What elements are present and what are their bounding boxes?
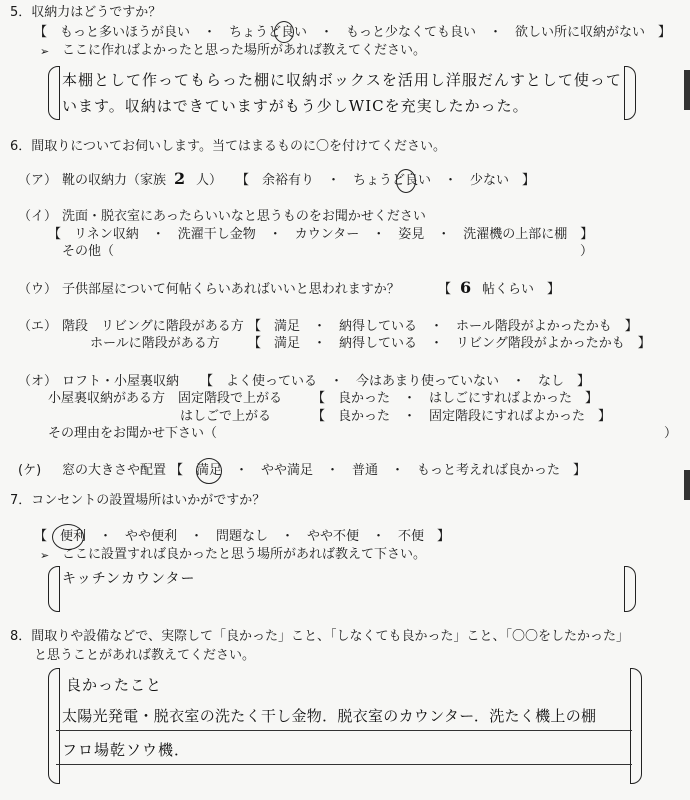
q6-u-text: 子供部屋について何帖くらいあればいいと思われますか？ <box>62 282 400 297</box>
q6-e-text2: ホールに階段がある方 <box>90 336 220 351</box>
q8-answer-line2: フロ場乾ソウ機． <box>62 741 191 759</box>
answer-bracket-left <box>48 668 60 784</box>
q5-prompt: ここに作ればよかったと思った場所があれば教えてください。 <box>62 43 427 58</box>
q7-title: 7．コンセントの設置場所はいかがですか？ <box>10 493 266 508</box>
selection-circle <box>274 21 294 43</box>
q6-e-text: 階段 リビングに階段がある方 <box>62 319 244 334</box>
q6-title: 6．間取りについてお伺いします。当てはまるものに〇を付けてください。 <box>10 139 446 154</box>
q6-u-answer-value: 6 <box>460 278 473 297</box>
q6-o-options2: 【 良かった ・ はしごにすればよかった 】 <box>312 391 599 406</box>
q7-prompt: ここに設置すれば良かったと思う場所があれば教えて下さい。 <box>62 547 427 562</box>
q5-answer-line1: 本棚として作ってもらった棚に収納ボックスを活用し洋服だんすとして使って <box>62 71 622 89</box>
q8-answer-line1: 太陽光発電・脱衣室の洗たく干し金物．脱衣室のカウンター．洗たく機上の棚 <box>62 707 597 725</box>
q6-o-text: ロフト・小屋裏収納 <box>62 374 180 389</box>
page-edge-mark <box>684 70 690 110</box>
arrow-icon: ➢ <box>40 45 50 58</box>
q6-a-text-after: 人） <box>196 173 223 188</box>
q6-o-reason: その理由をお聞かせ下さい（ <box>48 426 218 441</box>
q6-ke-options: 【 満足 ・ やや満足 ・ 普通 ・ もっと考えれば良かった 】 <box>170 463 587 478</box>
q6-o-text2: 小屋裏収納がある方 固定階段で上がる <box>48 391 283 406</box>
q5-options: 【 もっと多いほうが良い ・ ちょうど良い ・ もっと少なくても良い ・ 欲しい所に収納がない 】 <box>34 25 672 40</box>
q6-o-reason-close: ） <box>664 426 678 441</box>
q6-i-options: 【 リネン収納 ・ 洗濯干し金物 ・ カウンター ・ 姿見 ・ 洗濯機の上部に棚 】 <box>48 227 594 242</box>
q6-e-options2: 【 満足 ・ 納得している ・ リビング階段がよかったかも 】 <box>248 336 651 351</box>
q6-i-label: （イ） <box>18 209 58 224</box>
q6-u-answer-suffix: 帖くらい 】 <box>482 282 561 297</box>
answer-underline <box>56 730 632 731</box>
answer-underline <box>56 764 632 765</box>
q6-i-other: その他（ <box>62 244 115 259</box>
q6-e-label: （エ） <box>18 319 58 334</box>
answer-bracket-right <box>624 66 636 120</box>
q6-o-text3: はしごで上がる <box>180 409 272 424</box>
selection-circle <box>196 458 222 484</box>
q8-title2: と思うことがあれば教えてください。 <box>34 648 256 663</box>
q6-ke-text: 窓の大きさや配置 <box>62 463 167 478</box>
q7-answer: キッチンカウンター <box>62 571 196 587</box>
q6-o-label: （オ） <box>18 374 58 389</box>
q8-title: 8．間取りや設備などで、実際して「良かった」こと、「しなくても良かった」こと、「〇〇をしたかった」 <box>10 629 630 644</box>
q7-options: 【 便利 ・ やや便利 ・ 問題なし ・ やや不便 ・ 不便 】 <box>34 529 451 544</box>
q6-i-other-close: ） <box>580 244 594 259</box>
q6-a-text: 靴の収納力（家族 <box>62 173 167 188</box>
q6-o-options3: 【 良かった ・ 固定階段にすればよかった 】 <box>312 409 612 424</box>
q5-title: 5．収納力はどうですか？ <box>10 5 162 20</box>
q5-answer-line2: います。収納はできていますがもう少しWICを充実したかった。 <box>62 97 529 115</box>
q8-answer-heading: 良かったこと <box>66 676 163 694</box>
answer-bracket-right <box>624 566 636 612</box>
q6-a-options: 【 余裕有り ・ ちょうど良い ・ 少ない 】 <box>236 173 536 188</box>
answer-bracket-left <box>48 566 60 612</box>
q6-ke-label: (ケ) <box>18 463 42 478</box>
q6-i-text: 洗面・脱衣室にあったらいいなと思うものをお聞かせください <box>62 209 426 224</box>
answer-bracket-right <box>630 668 642 784</box>
page-edge-mark <box>684 470 690 500</box>
q6-o-options: 【 よく使っている ・ 今はあまり使っていない ・ なし 】 <box>200 374 591 389</box>
answer-bracket-left <box>48 66 60 120</box>
selection-circle <box>396 169 416 193</box>
arrow-icon: ➢ <box>40 549 50 562</box>
q6-u-answer-open: 【 <box>438 282 452 297</box>
q6-a-label: （ア） <box>18 173 58 188</box>
q6-e-options: 【 満足 ・ 納得している ・ ホール階段がよかったかも 】 <box>248 319 638 334</box>
q6-u-label: （ウ） <box>18 282 58 297</box>
q6-a-family-count: 2 <box>174 169 187 188</box>
